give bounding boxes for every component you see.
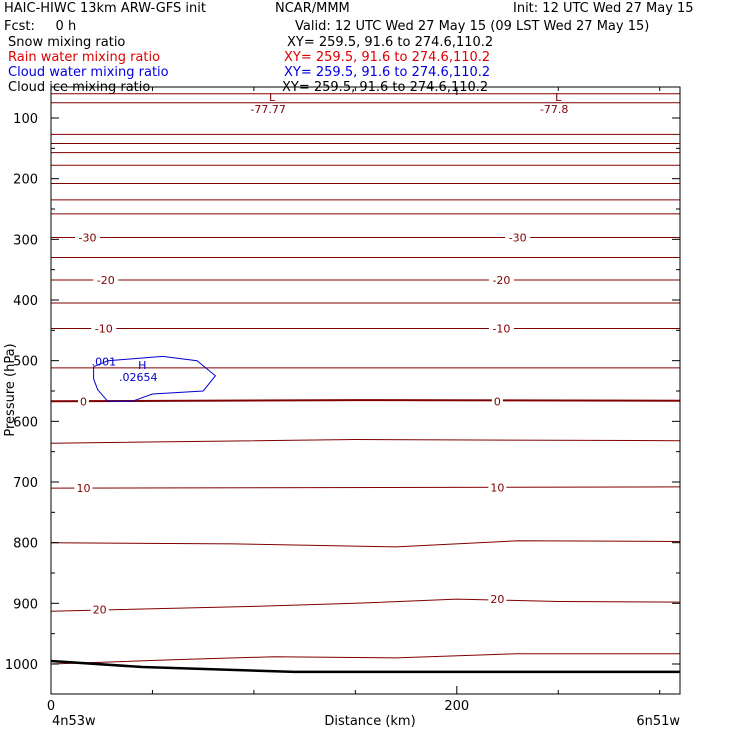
low-marker: L bbox=[555, 90, 562, 104]
init-time: Init: 12 UTC Wed 27 May 15 bbox=[513, 1, 694, 16]
high-marker: H bbox=[138, 358, 147, 372]
x-tick-label: 200 bbox=[444, 699, 470, 714]
x-tick-label: 0 bbox=[46, 699, 56, 714]
field-rain-name: Rain water mixing ratio bbox=[8, 50, 161, 65]
temperature-contour bbox=[51, 400, 680, 401]
contour-label: -20 bbox=[492, 273, 511, 287]
temperature-contour bbox=[51, 654, 680, 664]
temperature-contour bbox=[51, 541, 680, 547]
forecast-hour: Fcst: 0 h bbox=[4, 19, 77, 34]
terrain-surface-line bbox=[51, 661, 680, 672]
contour-label: 20 bbox=[92, 603, 107, 617]
contour-label: -20 bbox=[96, 273, 115, 287]
contour-label: 0 bbox=[79, 395, 87, 409]
contour-label: -10 bbox=[492, 322, 511, 336]
field-cloudwater-name: Cloud water mixing ratio bbox=[8, 65, 169, 80]
contour-label: 10 bbox=[490, 481, 505, 495]
y-tick-label: 300 bbox=[13, 233, 38, 249]
model-title: HAIC-HIWC 13km ARW-GFS init bbox=[4, 1, 206, 16]
contour-label: 10 bbox=[76, 482, 91, 496]
temperature-contour bbox=[51, 440, 680, 444]
temperature-contour bbox=[51, 599, 680, 611]
y-tick-label: 900 bbox=[13, 597, 38, 613]
y-axis-label: Pressure (hPa) bbox=[3, 343, 18, 437]
low-marker: L bbox=[269, 90, 276, 104]
y-tick-label: 100 bbox=[13, 112, 38, 127]
x-axis-label: Distance (km) bbox=[324, 714, 416, 729]
y-tick-label: 1000 bbox=[4, 658, 38, 673]
field-cloudwater-xy: XY= 259.5, 91.6 to 274.6,110.2 bbox=[284, 65, 491, 80]
contour-label: 0 bbox=[493, 395, 501, 409]
field-cloudice-xy: XY= 259.5, 91.6 to 274.6,110.2 bbox=[282, 80, 489, 95]
y-tick-label: 400 bbox=[13, 294, 38, 309]
x-start-label: 4n53w bbox=[52, 714, 96, 729]
contour-label: 20 bbox=[490, 593, 505, 607]
field-rain-xy: XY= 259.5, 91.6 to 274.6,110.2 bbox=[284, 50, 491, 65]
field-snow-name: Snow mixing ratio bbox=[8, 35, 126, 50]
cloud-water-contour-label: .001 bbox=[91, 355, 117, 369]
contour-label: -30 bbox=[508, 231, 527, 245]
extremum-value-label: -77.8 bbox=[539, 102, 569, 116]
contour-label: -30 bbox=[78, 231, 97, 245]
y-tick-label: 200 bbox=[13, 172, 38, 188]
extremum-value-label: .02654 bbox=[118, 370, 158, 384]
field-cloudice-name: Cloud ice mixing ratio bbox=[8, 80, 151, 95]
contour-label: -10 bbox=[94, 322, 113, 336]
x-end-label: 6n51w bbox=[636, 714, 680, 729]
y-tick-label: 500 bbox=[13, 354, 38, 370]
valid-time: Valid: 12 UTC Wed 27 May 15 (09 LST Wed 27 May 15) bbox=[295, 19, 650, 34]
field-snow-xy: XY= 259.5, 91.6 to 274.6,110.2 bbox=[287, 35, 494, 50]
extremum-value-label: -77.77 bbox=[250, 102, 286, 116]
temperature-contour bbox=[51, 487, 680, 488]
y-tick-label: 600 bbox=[13, 415, 38, 431]
organization-label: NCAR/MMM bbox=[275, 1, 350, 16]
y-tick-label: 700 bbox=[13, 476, 38, 491]
y-tick-label: 800 bbox=[13, 536, 38, 552]
